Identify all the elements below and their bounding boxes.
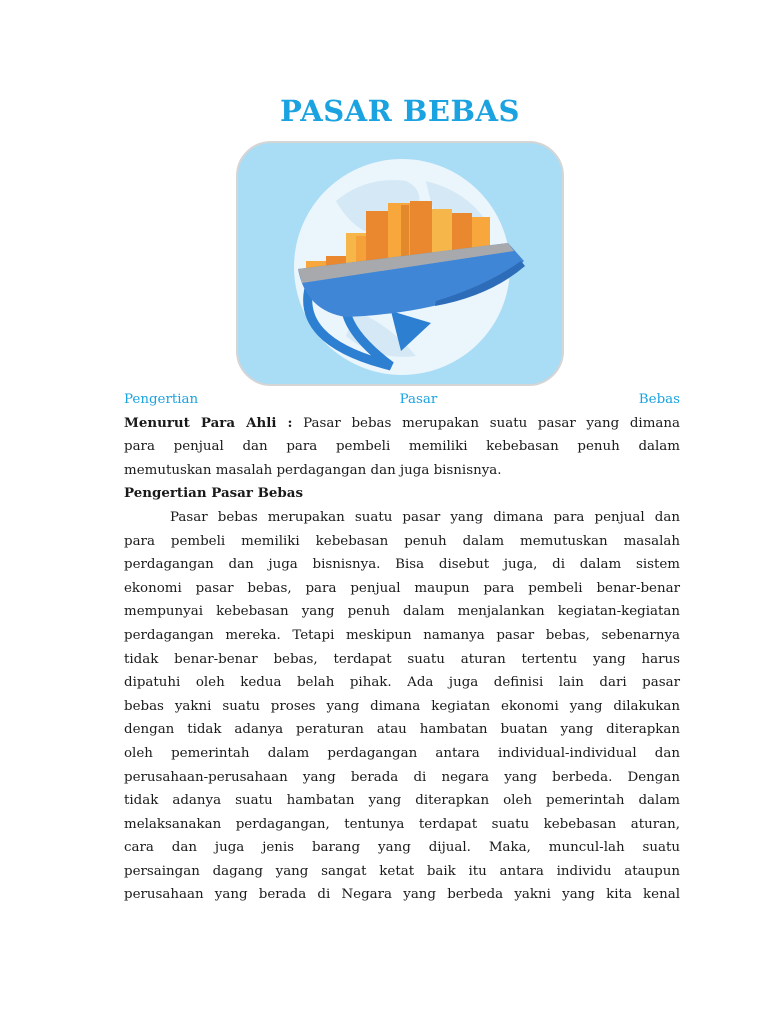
body-line: [124, 412, 680, 436]
body-line: bebas yakni suatu proses yang dimana kegiatan ekonomi yang dilakukan: [124, 698, 680, 714]
cargo-ship-globe-illustration: [236, 141, 564, 386]
body-line: Pasar bebas merupakan suatu pasar yang dimana para penjual dan: [170, 509, 680, 525]
body-line: ekonomi pasar bebas, para penjual maupun para pembeli benar-benar: [124, 580, 680, 596]
section-heading: Pengertian Pasar Bebas: [124, 392, 680, 407]
body-line: para penjual dan para pembeli memiliki kebebasan penuh dalam: [124, 439, 680, 455]
body-line: memutuskan masalah perdagangan dan juga bisnisnya.: [124, 462, 502, 478]
body-line: perdagangan dan juga bisnisnya. Bisa disebut juga, di dalam sistem: [124, 557, 680, 573]
definition-section-1: [124, 388, 680, 907]
body-line: perusahaan-perusahaan yang berada di negara yang berbeda. Dengan: [124, 769, 680, 785]
lead-label: Menurut Para Ahli :: [124, 414, 293, 431]
body-line: persaingan dagang yang sangat ketat baik itu antara individu ataupun: [124, 863, 680, 879]
body-line: perusahaan yang berada di Negara yang berbeda yakni yang kita kenal: [124, 887, 680, 903]
body-line: para pembeli memiliki kebebasan penuh dalam memutuskan masalah: [124, 533, 680, 549]
body-line-text: Pasar bebas merupakan suatu pasar yang dimana: [292, 415, 680, 431]
body-line: dengan tidak adanya peraturan atau hambatan buatan yang diterapkan: [124, 722, 680, 738]
body-line: perdagangan mereka. Tetapi meskipun namanya pasar bebas, sebenarnya: [124, 627, 680, 643]
page-title: PASAR BEBAS: [280, 94, 520, 128]
section-heading: Pengertian Pasar Bebas: [124, 485, 303, 502]
body-line: mempunyai kebebasan yang penuh dalam menjalankan kegiatan-kegiatan: [124, 604, 680, 620]
body-line: oleh pemerintah dalam perdagangan antara individual-individual dan: [124, 745, 680, 761]
body-line: melaksanakan perdagangan, tentunya terdapat suatu kebebasan aturan,: [124, 816, 680, 832]
body-line: cara dan juga jenis barang yang dijual. Maka, muncul-lah suatu: [124, 840, 680, 856]
body-line: dipatuhi oleh kedua belah pihak. Ada juga definisi lain dari pasar: [124, 675, 680, 691]
body-line: tidak benar-benar bebas, terdapat suatu aturan tertentu yang harus: [124, 651, 680, 667]
body-line: tidak adanya suatu hambatan yang diterapkan oleh pemerintah dalam: [124, 793, 680, 809]
